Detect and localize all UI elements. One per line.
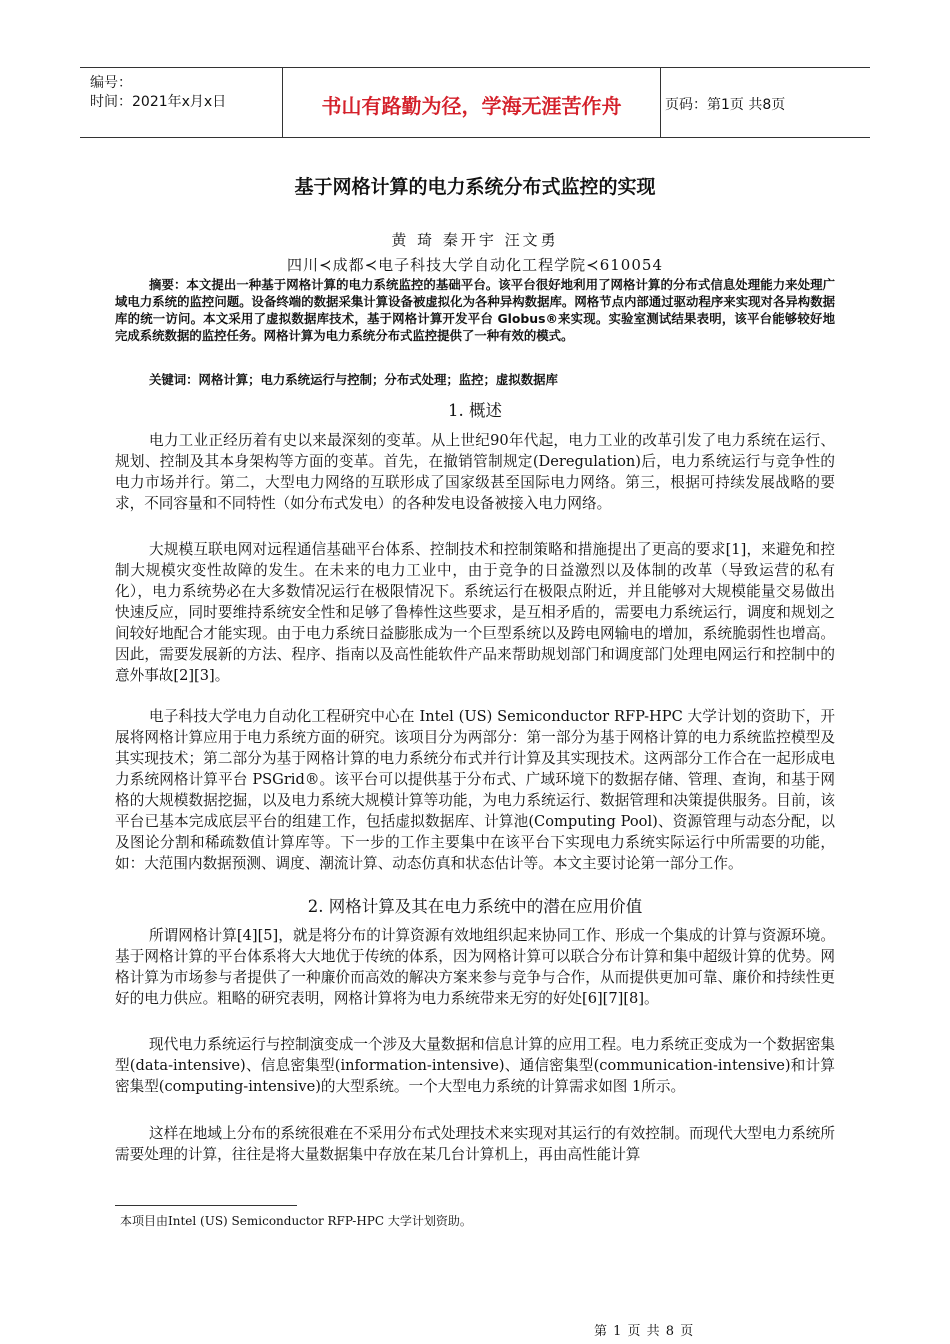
footnote-separator: [115, 1205, 297, 1206]
paper-title: 基于网格计算的电力系统分布式监控的实现: [294, 176, 656, 198]
paper-authors: 黄 琦 秦开宇 汪文勇: [391, 231, 559, 249]
document-header: [80, 67, 870, 138]
number-label: 编号：: [90, 75, 132, 91]
section-heading-2: 2. 网格计算及其在电力系统中的潜在应用价值: [307, 897, 643, 916]
paragraph: 大规模互联电网对远程通信基础平台体系、控制技术和控制策略和措施提出了更高的要求[1]，来避免和控制大规模灾变性故障的发生。在未来的电力工业中，由于竞争的日益激烈以及体制的改革（导致运营的私有化），电力系统势必在大多数情况运行在极限情况下。系统运行在极限点附近，并且能够对大规模能量交易做出快速反应，同时要维持系统安全性和足够了鲁棒性这些要求，是互相矛盾的，需要电力系统运行，调度和规划之间较好地配合才能实现。由于电力系统日益膨胀成为一个巨型系统以及跨电网输电的增加，系统脆弱性也增高。因此，需要发展新的方法、程序、指南以及高性能软件产品来帮助规划部门和调度部门处理电网运行和控制中的意外事故[2][3]。: [115, 541, 835, 684]
paragraph: 这样在地域上分布的系统很难在不采用分布式处理技术来实现对其运行的有效控制。而现代大型电力系统所需要处理的计算，往往是将大量数据集中存放在某几台计算机上，再由高性能计算: [115, 1125, 835, 1163]
paragraph: 所谓网格计算[4][5]，就是将分布的计算资源有效地组织起来协同工作、形成一个集成的计算与资源环境。基于网格计算的平台体系将大大地优于传统的体系，因为网格计算可以联合分布计算和集中超级计算的优势。网格计算为市场参与者提供了一种廉价而高效的解决方案来参与竞争与合作，从而提供更加可靠、廉价和持续性更好的电力供应。粗略的研究表明，网格计算将为电力系统带来无穷的好处[6][7][8]。: [115, 927, 835, 1007]
header-motto: 书山有路勤为径，学海无涯苦作舟: [321, 94, 622, 118]
time-label: 时间：2021年x月x日: [90, 94, 227, 110]
header-divider: [660, 68, 661, 137]
footnote: 本项目由Intel (US) Semiconductor RFP-HPC 大学计划资助。: [120, 1214, 472, 1228]
page-footer: 第 1 页 共 8 页: [594, 1324, 695, 1339]
keywords: 关键词：网格计算；电力系统运行与控制；分布式处理；监控；虚拟数据库: [149, 372, 558, 387]
paragraph: 电力工业正经历着有史以来最深刻的变革。从上世纪90年代起，电力工业的改革引发了电力系统在运行、规划、控制及其本身架构等方面的变革。首先，在撤销管制规定(Deregulation)后，电力系统运行与竞争性的电力市场并行。第二，大型电力网络的互联形成了国家级甚至国际电力网络。第三，根据可持续发展战略的要求，不同容量和不同特性（如分布式发电）的各种发电设备被接入电力网络。: [115, 432, 835, 512]
abstract: 摘要：本文提出一种基于网格计算的电力系统监控的基础平台。该平台很好地利用了网格计算的分布式信息处理能力来处理广域电力系统的监控问题。设备终端的数据采集计算设备被虚拟化为各种异构数据库。网格节点内部通过驱动程序来实现对各异构数据库的统一访问。本文采用了虚拟数据库技术，基于网格计算开发平台 Globus®来实现。实验室测试结果表明，该平台能够较好地完成系统数据的监控任务。网格计算为电力系统分布式监控提供了一种有效的模式。: [115, 277, 835, 343]
paragraph: 现代电力系统运行与控制演变成一个涉及大量数据和信息计算的应用工程。电力系统正变成为一个数据密集型(data-intensive)、信息密集型(information-intensive)、通信密集型(communication-intensive)和计算密集型(computing-intensive)的大型系统。一个大型电力系统的计算需求如图 1所示。: [115, 1036, 835, 1095]
section-heading-1: 1. 概述: [448, 401, 502, 420]
paragraph: 电子科技大学电力自动化工程研究中心在 Intel (US) Semiconductor RFP-HPC 大学计划的资助下，开展将网格计算应用于电力系统方面的研究。该项目分为两部分：第一部分为基于网格计算的电力系统监控模型及其实现技术；第二部分为基于网格计算的电力系统分布式并行计算及其实现技术。这两部分工作合在一起形成电力系统网格计算平台 PSGrid®。该平台可以提供基于分布式、广域环境下的数据存储、管理、查询，和基于网格的大规模数据挖掘，以及电力系统大规模计算等功能，为电力系统运行、数据管理和决策提供服务。目前，该平台已基本完成底层平台的组建工作，包括虚拟数据库、计算池(Computing Pool)、资源管理与动态分配，以及图论分割和稀疏数值计算库等。下一步的工作主要集中在该平台下实现电力系统实际运行中所需要的功能，如：大范围内数据预测、调度、潮流计算、动态仿真和状态估计等。本文主要讨论第一部分工作。: [115, 708, 835, 872]
paper-affiliation: 四川≺成都≺电子科技大学自动化工程学院≺610054: [287, 256, 663, 274]
header-page-info: 页码：第1页 共8页: [665, 97, 786, 113]
header-meta: [90, 74, 278, 112]
